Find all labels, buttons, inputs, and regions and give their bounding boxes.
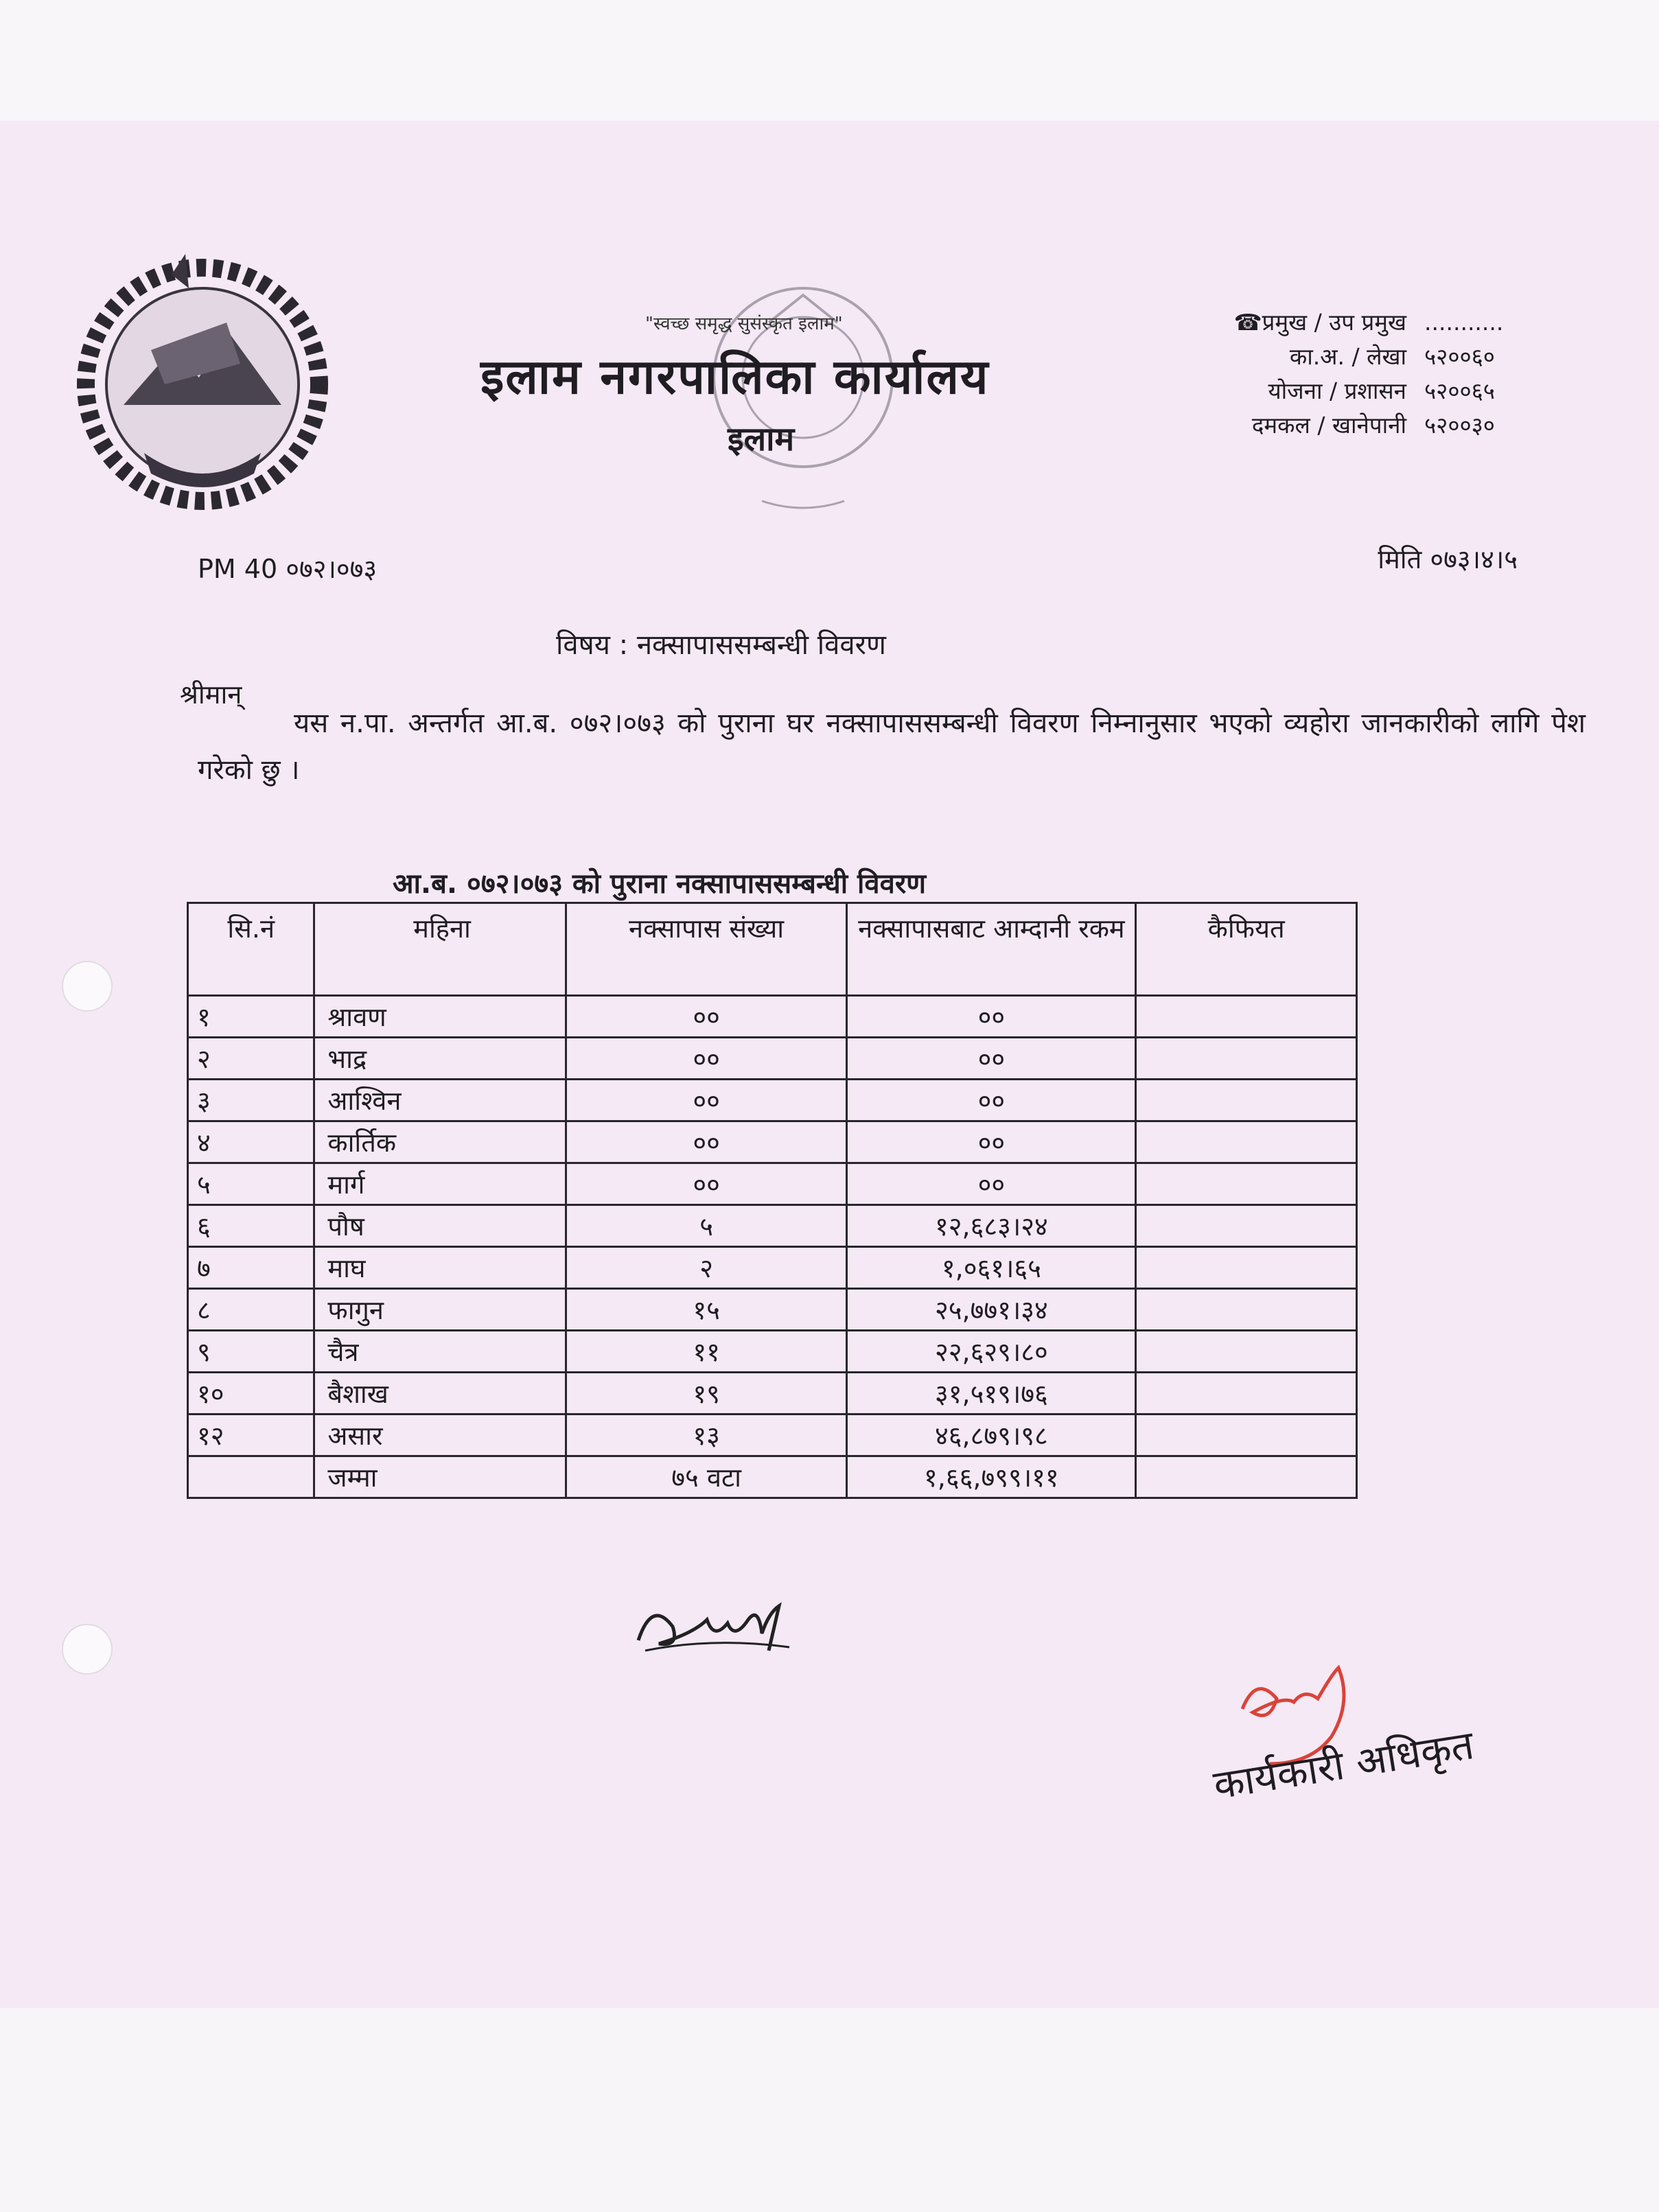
cell-income: १,६६,७९९।११ xyxy=(847,1456,1136,1498)
cell-serial: ८ xyxy=(188,1289,314,1331)
table-row xyxy=(188,1205,1357,1247)
table-row xyxy=(188,1121,1357,1163)
cell-month: असार xyxy=(314,1414,566,1456)
cell-income: ३१,५१९।७६ xyxy=(847,1373,1136,1414)
cell-serial: १० xyxy=(188,1373,314,1414)
cell-serial: २ xyxy=(188,1038,314,1080)
cell-month: श्रावण xyxy=(314,996,566,1038)
cell-remarks xyxy=(1136,1331,1357,1373)
column-header-count: नक्सापास संख्या xyxy=(566,903,847,996)
cell-serial: ६ xyxy=(188,1205,314,1247)
contact-row xyxy=(1233,340,1534,374)
scan-margin-top xyxy=(0,0,1659,121)
table-header-row xyxy=(188,903,1357,996)
cell-remarks xyxy=(1136,996,1357,1038)
cell-month: मार्ग xyxy=(314,1163,566,1205)
cell-income: ०० xyxy=(847,1080,1136,1121)
column-header-income: नक्सापासबाट आम्दानी रकम xyxy=(847,903,1136,996)
cell-month: कार्तिक xyxy=(314,1121,566,1163)
contact-row xyxy=(1233,374,1534,408)
contact-label: दमकल / खानेपानी xyxy=(1251,412,1406,439)
table-row xyxy=(188,1080,1357,1121)
table-row xyxy=(188,1163,1357,1205)
contact-label: योजना / प्रशासन xyxy=(1268,377,1406,404)
cell-remarks xyxy=(1136,1289,1357,1331)
table-row xyxy=(188,1247,1357,1289)
cell-month: बैशाख xyxy=(314,1373,566,1414)
table-row xyxy=(188,1414,1357,1456)
cell-count: ०० xyxy=(566,1121,847,1163)
cell-serial xyxy=(188,1456,314,1498)
cell-month: माघ xyxy=(314,1247,566,1289)
cell-count: १९ xyxy=(566,1373,847,1414)
cell-count: ०० xyxy=(566,1038,847,1080)
cell-count: २ xyxy=(566,1247,847,1289)
office-city: इलाम xyxy=(728,420,795,458)
cell-income: ०० xyxy=(847,1038,1136,1080)
contact-label: ☎प्रमुख / उप प्रमुख xyxy=(1233,309,1406,336)
letter-date: मिति ०७३।४।५ xyxy=(1378,544,1518,574)
table-total-row xyxy=(188,1456,1357,1498)
cell-count: ०० xyxy=(566,1080,847,1121)
cell-count: ११ xyxy=(566,1331,847,1373)
contact-number: ........... xyxy=(1424,309,1504,336)
salutation: श्रीमान् xyxy=(180,679,242,710)
cell-income: ०० xyxy=(847,996,1136,1038)
cell-income: ०० xyxy=(847,1163,1136,1205)
cell-serial: १ xyxy=(188,996,314,1038)
cell-count: ०० xyxy=(566,996,847,1038)
officer-title: कार्यकारी अधिकृत xyxy=(1210,1721,1477,1809)
table-row xyxy=(188,1038,1357,1080)
table-row xyxy=(188,1331,1357,1373)
table-row xyxy=(188,996,1357,1038)
cell-remarks xyxy=(1136,1121,1357,1163)
nepal-emblem-logo xyxy=(69,247,336,515)
cell-month: फागुन xyxy=(314,1289,566,1331)
cell-remarks xyxy=(1136,1080,1357,1121)
contact-label: का.अ. / लेखा xyxy=(1289,343,1406,370)
cell-month: भाद्र xyxy=(314,1038,566,1080)
cell-count: ०० xyxy=(566,1163,847,1205)
cell-remarks xyxy=(1136,1205,1357,1247)
cell-month: आश्विन xyxy=(314,1080,566,1121)
cell-remarks xyxy=(1136,1163,1357,1205)
handwritten-signature xyxy=(631,1585,796,1661)
column-header-month: महिना xyxy=(314,903,566,996)
scan-margin-bottom xyxy=(0,2008,1659,2212)
cell-income: २५,७७१।३४ xyxy=(847,1289,1136,1331)
cell-serial: ५ xyxy=(188,1163,314,1205)
cell-count: ७५ वटा xyxy=(566,1456,847,1498)
letter-body: यस न.पा. अन्तर्गत आ.ब. ०७२।०७३ को पुराना घर नक्सापाससम्बन्धी विवरण निम्नानुसार भएको व्यहोरा जानकारीको लागि पेश गरेको छु । xyxy=(198,708,1586,786)
contact-row xyxy=(1233,305,1534,340)
reference-number: PM 40 ०७२।०७३ xyxy=(198,554,378,584)
cell-count: ५ xyxy=(566,1205,847,1247)
contact-number: ५२००३० xyxy=(1424,412,1495,439)
cell-count: १३ xyxy=(566,1414,847,1456)
cell-income: २२,६२९।८० xyxy=(847,1331,1136,1373)
office-name: इलाम नगरपालिका कार्यालय xyxy=(480,349,990,405)
cell-month: जम्मा xyxy=(314,1456,566,1498)
column-header-serial: सि.नं xyxy=(188,903,314,996)
cell-remarks xyxy=(1136,1456,1357,1498)
cell-serial: ७ xyxy=(188,1247,314,1289)
map-approval-table xyxy=(187,902,1358,1499)
cell-serial: १२ xyxy=(188,1414,314,1456)
contact-number: ५२००६५ xyxy=(1424,377,1495,404)
cell-count: १५ xyxy=(566,1289,847,1331)
cell-remarks xyxy=(1136,1373,1357,1414)
cell-remarks xyxy=(1136,1247,1357,1289)
table-body xyxy=(188,996,1357,1498)
letter-subject: विषय : नक्सापाससम्बन्धी विवरण xyxy=(556,629,886,661)
cell-income: १२,६८३।२४ xyxy=(847,1205,1136,1247)
punch-hole xyxy=(62,961,113,1012)
contact-numbers xyxy=(1233,305,1534,443)
column-header-remarks: कैफियत xyxy=(1136,903,1357,996)
cell-income: ०० xyxy=(847,1121,1136,1163)
office-motto: "स्वच्छ समृद्ध सुसंस्कृत इलाम" xyxy=(645,314,843,334)
cell-income: १,०६१।६५ xyxy=(847,1247,1136,1289)
cell-serial: ४ xyxy=(188,1121,314,1163)
contact-row xyxy=(1233,408,1534,443)
cell-month: पौष xyxy=(314,1205,566,1247)
table-title: आ.ब. ०७२।०७३ को पुराना नक्सापाससम्बन्धी विवरण xyxy=(393,868,927,900)
cell-serial: ९ xyxy=(188,1331,314,1373)
table-row xyxy=(188,1289,1357,1331)
punch-hole xyxy=(62,1624,113,1675)
cell-serial: ३ xyxy=(188,1080,314,1121)
cell-income: ४६,८७९।९८ xyxy=(847,1414,1136,1456)
cell-month: चैत्र xyxy=(314,1331,566,1373)
cell-remarks xyxy=(1136,1038,1357,1080)
contact-number: ५२००६० xyxy=(1424,343,1495,370)
cell-remarks xyxy=(1136,1414,1357,1456)
table-row xyxy=(188,1373,1357,1414)
